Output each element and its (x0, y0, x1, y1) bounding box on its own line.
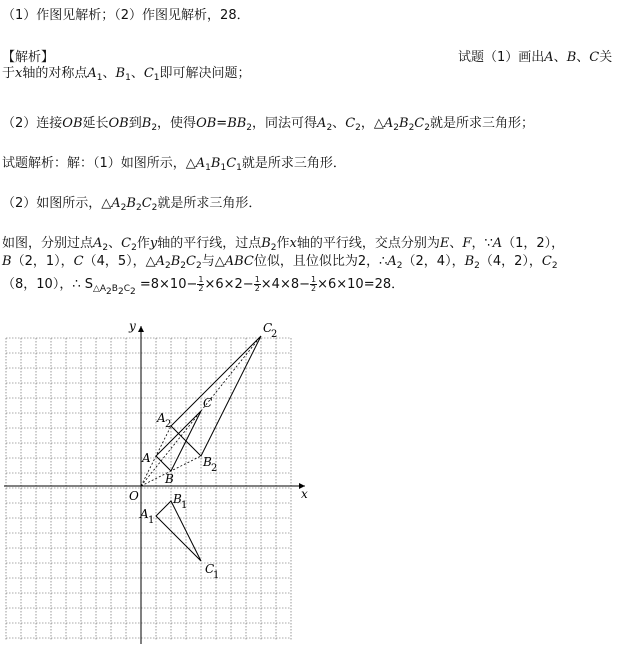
para-line3: （8，10），∴ $S_{\triangle A_2B_2C_2} =8\times 10-$ $\frac{1}{2}$ ×6×2− $\frac{1}{2}$ ×4×8− $\frac{1}{2}$ ×6×10=28． (2, 275, 405, 297)
label-c2: C (263, 321, 273, 335)
x-axis-label: x (301, 487, 308, 501)
coordinate-graph (0, 312, 330, 666)
y-axis-label: y (129, 319, 136, 333)
label-b2-sub: 2 (211, 463, 218, 474)
label-a2: A (157, 411, 166, 425)
label-a2-sub: 2 (165, 419, 172, 430)
grid (6, 338, 291, 640)
label-a1: A (140, 507, 149, 521)
point-labels (128, 319, 308, 581)
analysis-intro-left: 于x轴的对称点$A_1$、$B_1$、$C_1$即可解决问题； (2, 66, 251, 83)
analysis-part2: （2）连接OB延长OB到$B_2$，使得$OB=BB_2$，同法可得$A_2$、$C_2$，$\triangle A_2B_2C_2$就是所求三角形； (2, 116, 534, 133)
label-b1-sub: 1 (181, 500, 188, 511)
label-a1-sub: 1 (148, 515, 155, 526)
label-c: C (203, 396, 213, 410)
origin-label: O (129, 489, 139, 503)
y-axis-arrow (138, 326, 144, 332)
label-c1-sub: 1 (213, 570, 220, 581)
axes (4, 326, 305, 644)
triangle-a1b1c1 (156, 501, 201, 561)
answer-line: （1）作图见解析；（2）作图见解析，28． (2, 8, 250, 23)
solution-part2: （2）如图所示，$\triangle A_2B_2C_2$就是所求三角形． (2, 196, 262, 213)
analysis-intro-right: 试题（1）画出A、B、C关 (458, 50, 613, 65)
label-b: B (165, 472, 174, 486)
label-c1: C (205, 562, 215, 576)
label-c2-sub: 2 (271, 329, 278, 340)
label-a: A (142, 451, 151, 465)
solution-part1: 试题解析：解：（1）如图所示，$\triangle A_1B_1C_1$就是所求三角形． (2, 156, 346, 173)
label-b1: B (173, 492, 182, 506)
para-line2: B（2，1），C（4，5），$\triangle A_2B_2C_2$与△ABC位似，且位似比为2，$\therefore A_2(2$，4），$B_2(4$，2），$C_2$ (2, 254, 558, 271)
label-b2: B (203, 455, 212, 469)
analysis-label: 【解析】 (2, 50, 55, 65)
para-line1: 如图，分别过点$A_2$、$C_2$作y轴的平行线，过点$B_2$作x轴的平行线，交点分别为E、F，∵A（1，2）， (2, 236, 565, 253)
